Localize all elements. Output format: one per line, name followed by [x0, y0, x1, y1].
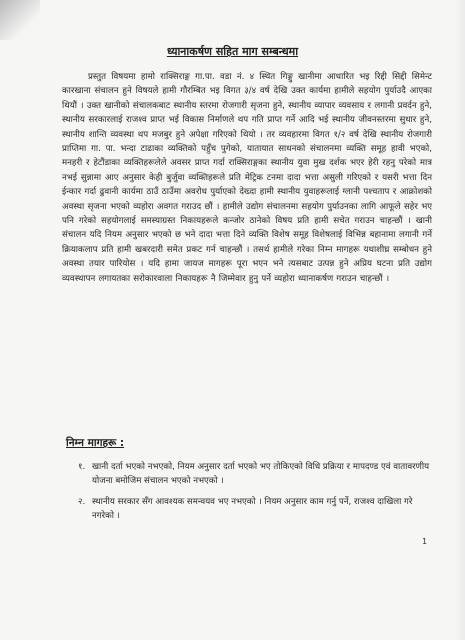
page-edge-shadow — [455, 0, 465, 640]
page-number: 1 — [422, 537, 428, 546]
folded-corner-shadow — [0, 0, 40, 40]
demand-text: स्थानीय सरकार सँग आवश्यक समन्वयव भए नभएको । नियम अनुसार काम गर्नु पर्ने, राजश्व दाखिला गरे नगरेको । — [92, 496, 413, 522]
demands-list — [78, 460, 430, 530]
demands-heading: निम्न मागहरू : — [66, 437, 125, 449]
body-paragraph: प्रस्तुत विषयमा हामो राक्सिराङ्ग गा.पा. वडा नं. ४ स्थित गिङ्गु खानीमा आधारित भइ रिद्दी सिद्दी सिमेन्ट कारखाना संचालन हुने विषयले हामी गौरम्बित भइ विगत ३/४ वर्ष देखि उक्त कार्यमा हामीले सहयोग पुर्याउदै आएका थियौं । उक्त खानीको संचालकबाट स्थानीय स्तरमा रोजगारी सृजना हुने, स्थानीय व्यापार व्यवसाय र लगानी प्रवर्दन हुने, स्थानीय सरकारलाई राजश्व प्राप्त भई विकास निर्माणले थप गति प्राप्त गर्ने आदि भई स्थानीय जीवनस्तरमा सुधार हुने, स्थानीय शान्ति व्यवस्था थप मजबुर हुने अपेक्षा गरिएको थियो । तर व्यवहारमा विगत १/२ वर्ष देखि स्थानीय रोजगारी प्राप्तिमा गा. पा. भन्दा टाढाका व्यक्तिको पहुँच पुगेको, यातायात साधनको संचालनमा व्यक्ति समूह हावी भएको, मनहरी र हेटौंडाका व्यक्तिहरूलेले अवसर प्राप्त गर्दा राक्सिराङ्गका स्थानीय युवा मुख दर्शक भएर हेरी रहनु परेको मात्र नभई सुन्नामा आए अनुसार केही बुर्जुवा व्यक्तिहरूले प्रति मेट्रिक टनमा दादा भत्ता असुली गरिएको र यसरी भत्ता दिन ईन्कार गर्दा ढुवानी कार्यमा ठाउँ ठाउँमा अवरोध पुर्याएको देख्दा हामी स्थानीय युवाहरूलाई ग्लानी पश्चताप र आक्रोशको अवस्था सृजना भएको व्यहोरा अवगत गराउद छौं । हामीले उद्योग संचालनमा सहयोग पुर्याउनका लागि आफूले सहेर भए पनि गरेको सहयोगलाई समस्याग्रस्त निकायहरूले कन्जोर ठानेको विषय प्रति हामी सचेत गराउन चाहन्छौं । खानी संचालन यदि नियम अनुसार भएको छ भने दादा भत्ता दिने व्यक्ति विशेष समूह विशेषलाई विभिन्न बहानामा लगानी गर्ने क्रियाकलाप प्रति हामी खबरदारी समेत प्रकट गर्न चाहन्छौं । तसर्थ हामीले गरेका निम्न मागहरू यथाशीघ्र सम्बोधन हुने अवस्था तयार पारियोस । यदि हामा जायज मागहरू पूरा भएन भने त्यसबाट उत्पन्न हुने अप्रिय घटना प्रति उद्योग व्यवस्थापन लगायतका सरोकारवाला निकायहरू नै जिम्मेवार हुनु पर्ने व्यहोरा ध्यानाकर्षण गराउन चाहन्छौं । — [62, 72, 432, 284]
demand-text: खानी दर्ता भएको नभएको, नियम अनुसार दर्ता भएको भए तोकिएको विधि प्रक्रिया र मापदण्ड एवं वातावरणीय योजना बमोजिम संचालन भएको नभएको । — [92, 462, 430, 487]
demand-item-2 — [78, 495, 430, 524]
demand-item-1 — [78, 460, 430, 489]
demand-number: १. — [78, 462, 86, 472]
demand-number: २. — [78, 496, 86, 507]
document-title: ध्यानाकर्षण सहित माग सम्बन्धमा — [166, 45, 299, 58]
